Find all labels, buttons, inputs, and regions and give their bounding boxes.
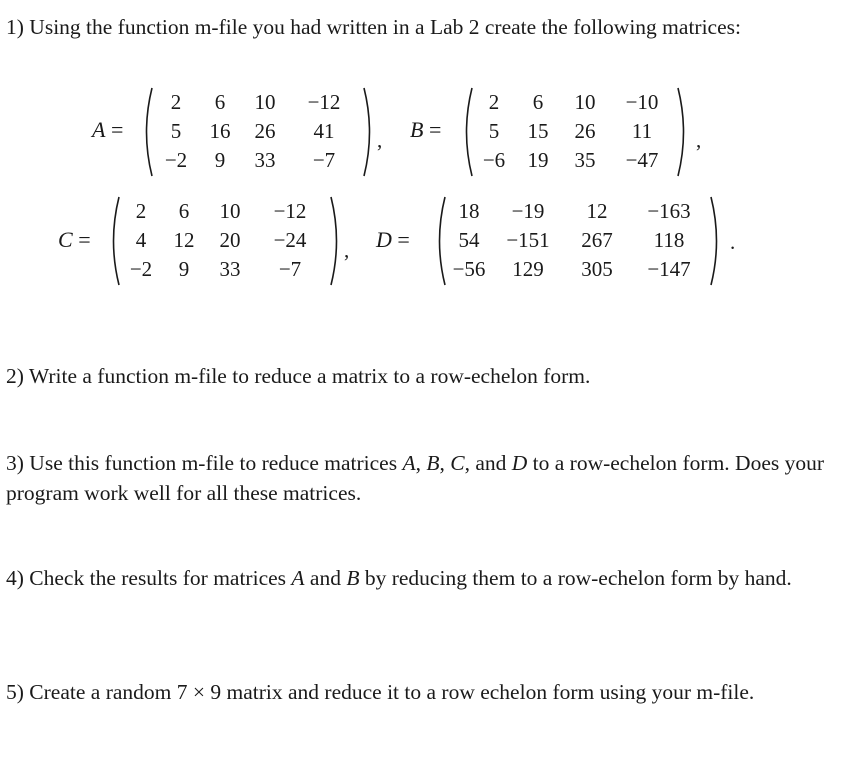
matrix-a-left-paren xyxy=(140,86,154,178)
matrix-cell: −151 xyxy=(506,228,550,252)
matrix-c-lhs xyxy=(58,227,91,253)
matrix-cell: 10 xyxy=(574,90,596,114)
matrix-cell: 12 xyxy=(586,199,608,223)
question-1-text: Using the function m-file you had written in a Lab 2 create the following matrices: xyxy=(29,15,741,39)
matrix-cell: −24 xyxy=(273,228,307,252)
matrix-d-right-paren xyxy=(709,195,723,287)
matrix-cell: 18 xyxy=(458,199,480,223)
matrix-row xyxy=(121,226,327,255)
matrix-b-lhs xyxy=(410,117,441,143)
matrix-cell: 26 xyxy=(254,119,276,143)
question-4-and: and xyxy=(309,566,341,590)
matrix-cell: −147 xyxy=(647,257,691,281)
matrix-row xyxy=(447,255,709,284)
matrix-cell: 5 xyxy=(488,119,500,143)
question-3-sep-1: , xyxy=(415,451,421,475)
question-5-number: 5) xyxy=(6,680,24,704)
question-4 xyxy=(6,563,826,593)
matrix-cell: 305 xyxy=(581,257,613,281)
matrix-b xyxy=(460,86,690,178)
question-4-var-a: A xyxy=(291,566,305,590)
matrix-cell: −12 xyxy=(307,90,341,114)
matrix-cell: 6 xyxy=(532,90,544,114)
matrix-row xyxy=(121,255,327,284)
matrix-d xyxy=(433,195,723,287)
matrix-cell: −7 xyxy=(312,148,336,172)
matrix-c-comma: , xyxy=(344,238,350,262)
matrix-cell: 129 xyxy=(512,257,544,281)
matrix-d-name: D xyxy=(376,227,392,252)
matrix-c-equals: = xyxy=(78,227,91,252)
matrix-row xyxy=(154,88,360,117)
matrix-a-name: A xyxy=(92,117,106,142)
matrix-cell: −12 xyxy=(273,199,307,223)
matrix-d-left-paren xyxy=(433,195,447,287)
matrix-cell: 5 xyxy=(170,119,182,143)
matrix-b-right-paren xyxy=(676,86,690,178)
matrix-cell: 20 xyxy=(219,228,241,252)
matrix-row xyxy=(154,146,360,175)
matrix-cell: 19 xyxy=(527,148,549,172)
matrix-a-lhs xyxy=(92,117,123,143)
matrix-row xyxy=(474,88,676,117)
matrix-cell: −56 xyxy=(452,257,486,281)
question-4-number: 4) xyxy=(6,566,24,590)
matrix-cell: 2 xyxy=(170,90,182,114)
matrix-a-equals: = xyxy=(110,117,124,142)
question-4-var-b: B xyxy=(346,566,360,590)
matrix-cell: 2 xyxy=(488,90,500,114)
question-2-text: Write a function m-file to reduce a matrix to a row-echelon form. xyxy=(28,364,591,388)
matrix-c-name: C xyxy=(58,227,73,252)
matrix-cell: 267 xyxy=(581,228,613,252)
matrix-cell: −2 xyxy=(164,148,188,172)
matrix-cell: −163 xyxy=(647,199,691,223)
question-3-text-1: Use this function m-file to reduce matrices xyxy=(29,451,398,475)
matrix-b-left-paren xyxy=(460,86,474,178)
matrix-d-period: . xyxy=(730,230,736,254)
question-3-var-d: D xyxy=(511,451,528,475)
matrix-cell: −19 xyxy=(511,199,545,223)
question-4-text-1: Check the results for matrices xyxy=(29,566,287,590)
question-5-text: Create a random 7 × 9 matrix and reduce it to a row echelon form using your m-file. xyxy=(29,680,755,704)
question-3-var-b: B xyxy=(426,451,440,475)
matrix-cell: −47 xyxy=(625,148,659,172)
matrix-a-comma: , xyxy=(377,128,383,152)
matrix-a-right-paren xyxy=(362,86,376,178)
matrix-cell: 54 xyxy=(458,228,480,252)
matrix-row xyxy=(447,226,709,255)
matrix-cell: 9 xyxy=(178,257,190,281)
matrix-row xyxy=(121,197,327,226)
matrix-cell: 16 xyxy=(209,119,231,143)
matrix-c-right-paren xyxy=(329,195,343,287)
matrix-cell: 26 xyxy=(574,119,596,143)
matrix-cell: 2 xyxy=(135,199,147,223)
question-5 xyxy=(6,677,826,707)
matrix-cell: 35 xyxy=(574,148,596,172)
matrix-b-name: B xyxy=(410,117,424,142)
matrix-cell: 11 xyxy=(631,119,653,143)
matrix-cell: 6 xyxy=(214,90,226,114)
matrix-cell: −2 xyxy=(129,257,153,281)
matrix-b-equals: = xyxy=(428,117,442,142)
question-2 xyxy=(6,361,826,391)
matrix-cell: 6 xyxy=(178,199,190,223)
question-3-sep-3: , and xyxy=(464,451,507,475)
matrix-d-body xyxy=(447,197,709,284)
matrix-cell: 9 xyxy=(214,148,226,172)
question-1 xyxy=(6,12,806,42)
matrix-b-comma: , xyxy=(696,128,702,152)
matrix-cell: −7 xyxy=(278,257,302,281)
matrix-cell: 15 xyxy=(527,119,549,143)
question-3-var-c: C xyxy=(450,451,465,475)
matrix-a xyxy=(140,86,376,178)
matrix-cell: 10 xyxy=(219,199,241,223)
matrix-c xyxy=(107,195,343,287)
question-1-number: 1) xyxy=(6,15,24,39)
matrix-row xyxy=(447,197,709,226)
matrix-row xyxy=(474,117,676,146)
matrix-cell: 41 xyxy=(313,119,335,143)
matrix-c-left-paren xyxy=(107,195,121,287)
question-4-text-2: by reducing them to a row-echelon form by hand. xyxy=(364,566,792,590)
question-3-var-a: A xyxy=(402,451,416,475)
matrix-d-lhs xyxy=(376,227,410,253)
question-3-number: 3) xyxy=(6,451,24,475)
matrix-row xyxy=(154,117,360,146)
question-3-text-2: to a row-echelon form. Does your program work well for all these matrices. xyxy=(6,451,825,505)
matrix-cell: 118 xyxy=(653,228,685,252)
matrix-d-equals: = xyxy=(397,227,410,252)
matrix-a-body xyxy=(154,88,360,175)
matrix-cell: 33 xyxy=(254,148,276,172)
matrix-row xyxy=(474,146,676,175)
question-3 xyxy=(6,448,826,508)
matrix-cell: −10 xyxy=(625,90,659,114)
matrix-c-body xyxy=(121,197,327,284)
question-3-sep-2: , xyxy=(439,451,445,475)
matrix-cell: 12 xyxy=(173,228,195,252)
matrix-cell: 4 xyxy=(135,228,147,252)
question-2-number: 2) xyxy=(6,364,24,388)
matrix-cell: 33 xyxy=(219,257,241,281)
matrix-b-body xyxy=(474,88,676,175)
matrix-cell: 10 xyxy=(254,90,276,114)
matrix-cell: −6 xyxy=(482,148,506,172)
